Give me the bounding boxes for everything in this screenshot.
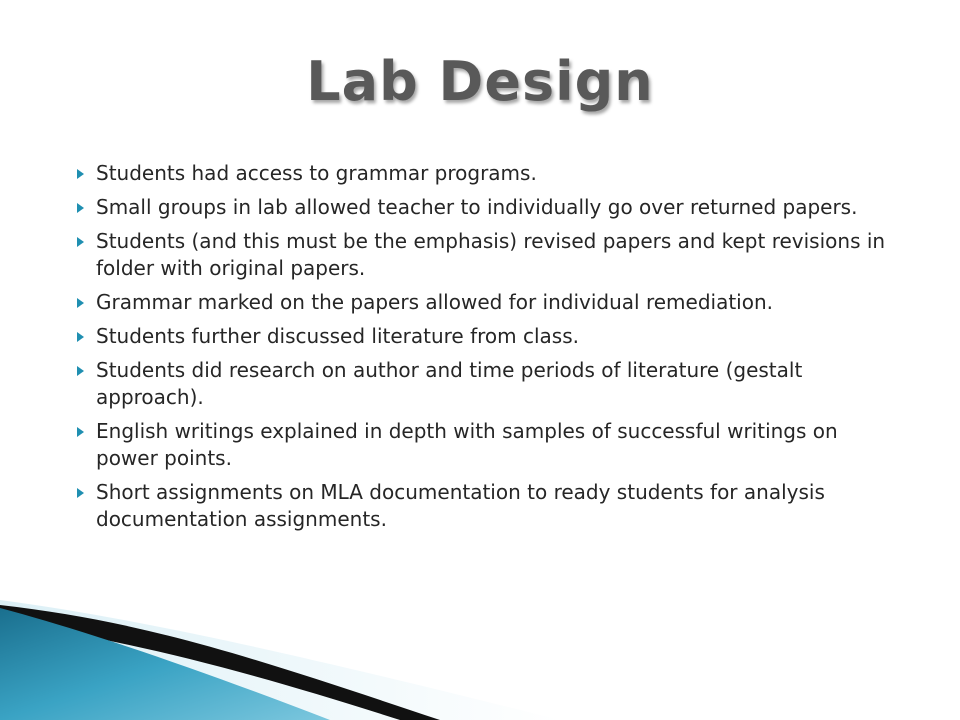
bullet-item [68, 418, 898, 472]
right-triangle-bullet-icon [77, 203, 84, 213]
bullet-text: Small groups in lab allowed teacher to individually go over returned papers. [96, 195, 858, 219]
bullet-item [68, 357, 898, 411]
bullet-text: Students did research on author and time periods of literature (gestalt approach). [96, 358, 803, 409]
bullet-item [68, 228, 898, 282]
right-triangle-bullet-icon [77, 488, 84, 498]
right-triangle-bullet-icon [77, 298, 84, 308]
bullet-text: English writings explained in depth with samples of successful writings on power points. [96, 419, 838, 470]
bullet-list [68, 160, 898, 540]
bullet-item [68, 323, 898, 350]
slide-title: Lab Design [306, 50, 654, 113]
bullet-item [68, 194, 898, 221]
bullet-text: Short assignments on MLA documentation to ready students for analysis documentation assignments. [96, 480, 825, 531]
right-triangle-bullet-icon [77, 237, 84, 247]
bullet-text: Students further discussed literature from class. [96, 324, 579, 348]
bullet-text: Grammar marked on the papers allowed for individual remediation. [96, 290, 774, 314]
right-triangle-bullet-icon [77, 366, 84, 376]
bullet-text: Students (and this must be the emphasis) revised papers and kept revisions in folder with original papers. [96, 229, 886, 280]
bullet-item [68, 479, 898, 533]
right-triangle-bullet-icon [77, 427, 84, 437]
bullet-item [68, 160, 898, 187]
right-triangle-bullet-icon [77, 332, 84, 342]
bullet-item [68, 289, 898, 316]
bullet-text: Students had access to grammar programs. [96, 161, 537, 185]
right-triangle-bullet-icon [77, 169, 84, 179]
